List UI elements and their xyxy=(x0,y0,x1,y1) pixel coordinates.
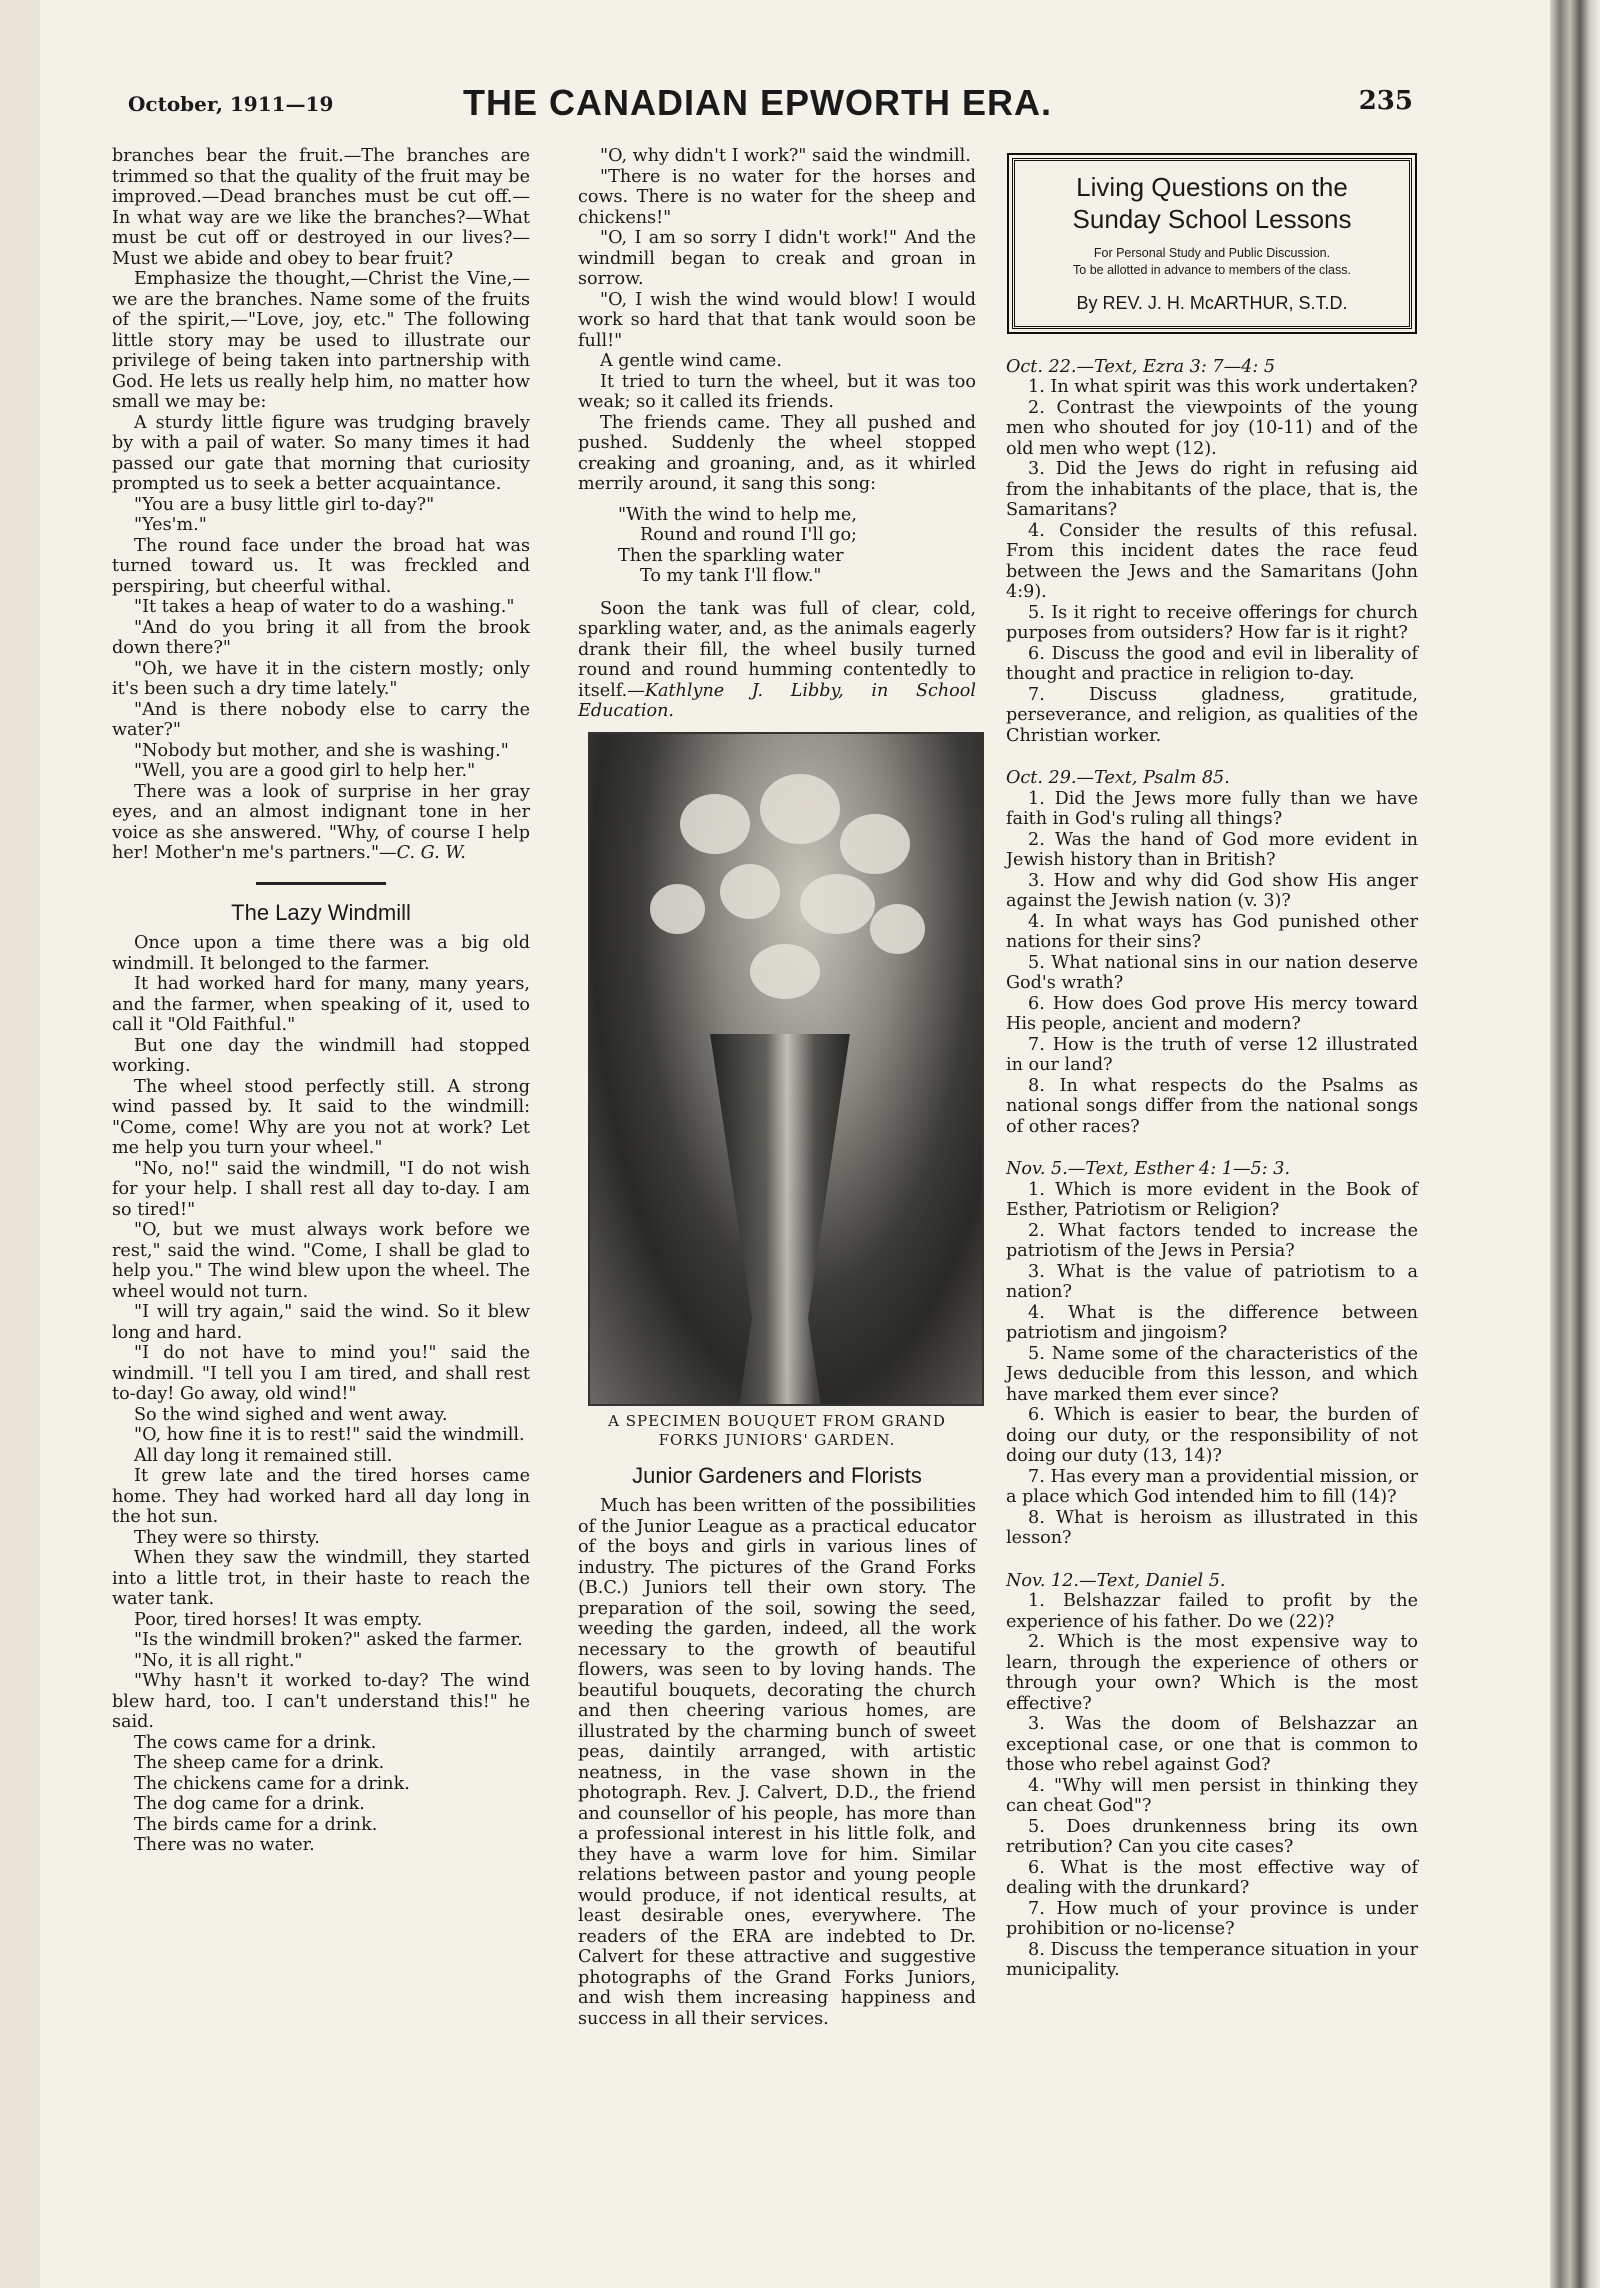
story-paragraph: The cows came for a drink. xyxy=(134,1732,377,1753)
lesson-question: 3. Was the doom of Belshazzar an exceptional case, or one that is common to those who rebel against God? xyxy=(1006,1714,1418,1775)
lesson xyxy=(1006,1159,1418,1549)
lesson-question: 6. Which is easier to bear, the burden of doing our duty, or the responsibility of not doing our duty (13, 14)? xyxy=(1006,1405,1418,1466)
paragraph: Much has been written of the possibilities of the Junior League as a practical educator of the boys and girls in various lines of industry. The pictures of the Grand Forks (B.C.) Juniors tell their own story. The preparation of the soil, sowing the seed, weeding the garden, indeed, all the work necessary to the growth of beautiful flowers, was seen to by loving hands. The beautiful bouquets, decorating the church and then cheering various homes, are illustrated by the charming bunch of sweet peas, daintily arranged, with artistic neatness, in the vase shown in the photograph. Rev. J. Calvert, D.D., the friend and counsellor of his people, has more than a professional interest in his little folk, and they have a warm love for him. Similar relations between pastor and young people would produce, if not identical results, at least desirable ones, everywhere. The readers of the ERA are indebted to Dr. Calvert for these attractive and suggestive photographs of the Grand Forks Juniors, and wish them increasing happiness and success in all their services. xyxy=(578,1496,976,2029)
paragraph: "O, why didn't I work?" said the windmill. xyxy=(600,146,971,166)
verse-line: Round and round I'll go; xyxy=(640,525,857,545)
lesson-question: 3. How and why did God show His anger against the Jewish nation (v. 3)? xyxy=(1006,870,1418,911)
lesson-heading: Oct. 29.—Text, Psalm 85. xyxy=(1006,768,1230,788)
lesson xyxy=(1006,768,1418,1137)
paragraph: "And do you bring it all from the brook down there?" xyxy=(112,617,530,658)
lesson-question: 2. Which is the most expensive way to learn, through the experience of others or through your own? Which is the most effective? xyxy=(1006,1632,1418,1714)
paragraph: Emphasize the thought,—Christ the Vine,—we are the branches. Name some of the fruits of the spirit,—"Love, joy, etc." The following little story may be used to illustrate our privilege of being taken into partnership with God. He lets us really help him, no matter how small we may be: xyxy=(112,269,530,412)
paragraph xyxy=(578,599,976,722)
story-paragraph: The wheel stood perfectly still. A strong wind passed by. It said to the windmill: "Come, come! Why are you not at work? Let me help you turn your wheel." xyxy=(112,1076,530,1158)
lesson-question: 7. Discuss gladness, gratitude, perseverance, and religion, as qualities of the Christian worker. xyxy=(1006,684,1418,746)
lesson-question: 4. In what ways has God punished other nations for their sins? xyxy=(1006,911,1418,952)
lesson-question: 1. Which is more evident in the Book of Esther, Patriotism or Religion? xyxy=(1006,1179,1418,1220)
lesson-question: 2. What factors tended to increase the patriotism of the Jews in Persia? xyxy=(1006,1220,1418,1261)
box-title-line: Living Questions on the xyxy=(1076,172,1348,202)
paragraph: "O, I wish the wind would blow! I would work so hard that that tank would soon be full!" xyxy=(578,289,976,351)
lesson-question: 1. In what spirit was this work undertaken? xyxy=(1028,377,1418,397)
story-paragraph: "I do not have to mind you!" said the windmill. "I tell you I am tired, and shall rest to-day! Go away, old wind!" xyxy=(112,1343,530,1404)
paragraph: The round face under the broad hat was turned toward us. It was freckled and perspiring, but cheerful withal. xyxy=(112,535,530,597)
story-paragraph: "Is the windmill broken?" asked the farmer. xyxy=(134,1630,523,1650)
lesson-question: 2. Contrast the viewpoints of the young men who shouted for joy (10-11) and of the old men who wept (12). xyxy=(1006,397,1418,459)
paragraph: "There is no water for the horses and cows. There is no water for the sheep and chickens!" xyxy=(578,166,976,228)
lesson-question: 5. What national sins in our nation deserve God's wrath? xyxy=(1006,952,1418,993)
author-credit: C. G. W. xyxy=(396,843,466,863)
story-paragraph: "Why hasn't it worked to-day? The wind blew hard, too. I can't understand this!" he said. xyxy=(112,1671,530,1732)
left-page-edge xyxy=(0,0,40,2288)
box-author: By REV. J. H. McARTHUR, S.T.D. xyxy=(1076,293,1348,313)
story-paragraph: The sheep came for a drink. xyxy=(134,1753,385,1773)
verse-line: "With the wind to help me, xyxy=(618,504,857,525)
lesson-question: 4. "Why will men persist in thinking they can cheat God"? xyxy=(1006,1775,1418,1816)
binding-edge xyxy=(1550,0,1600,2288)
article-title: Junior Gardeners and Florists xyxy=(632,1462,922,1488)
story-paragraph: The chickens came for a drink. xyxy=(134,1773,410,1794)
page-number: 235 xyxy=(1358,86,1413,116)
lesson-question: 5. Does drunkenness bring its own retribution? Can you cite cases? xyxy=(1006,1816,1418,1857)
paragraph: A gentle wind came. xyxy=(600,351,782,371)
story-paragraph: "I will try again," said the wind. So it blew long and hard. xyxy=(112,1302,530,1343)
lesson-question: 4. Consider the results of this refusal. From this incident dates the race feud between the Jews and the Samaritans (John 4:9). xyxy=(1006,520,1418,602)
story-paragraph: There was no water. xyxy=(134,1835,315,1855)
lesson-question: 4. What is the difference between patriotism and jingoism? xyxy=(1006,1302,1418,1343)
lesson-question: 5. Is it right to receive offerings for church purposes from outsiders? How far is it right? xyxy=(1006,602,1418,643)
publication-title: THE CANADIAN EPWORTH ERA. xyxy=(463,82,1052,123)
story-paragraph: Poor, tired horses! It was empty. xyxy=(134,1609,423,1630)
lesson-series-box xyxy=(1012,158,1412,329)
paragraph: "Oh, we have it in the cistern mostly; only it's been such a dry time lately." xyxy=(112,658,530,699)
paragraph: "It takes a heap of water to do a washing." xyxy=(134,597,515,617)
paragraph: "Well, you are a good girl to help her." xyxy=(134,761,476,781)
photo-caption: A SPECIMEN BOUQUET FROM GRAND FORKS JUNIORS' GARDEN. xyxy=(608,1411,946,1449)
story-paragraph: It grew late and the tired horses came home. They had worked hard all day long in the hot sun. xyxy=(112,1466,530,1527)
lesson xyxy=(1006,1571,1418,1981)
lesson-heading: Oct. 22.—Text, Ezra 3: 7—4: 5 xyxy=(1006,356,1276,377)
lesson-list xyxy=(1006,357,1418,1981)
section-divider xyxy=(256,882,386,885)
lesson-question: 2. Was the hand of God more evident in Jewish history than in British? xyxy=(1006,829,1418,870)
paragraph: "And is there nobody else to carry the water?" xyxy=(112,699,530,740)
paragraph: "Nobody but mother, and she is washing." xyxy=(134,740,509,761)
story-paragraph: They were so thirsty. xyxy=(134,1527,320,1548)
lesson-question: 7. How is the truth of verse 12 illustrated in our land? xyxy=(1006,1034,1418,1075)
lesson-question: 7. Has every man a providential mission, or a place which God intended him to fill (14)? xyxy=(1006,1466,1418,1507)
lesson-question: 3. Did the Jews do right in refusing aid from the inhabitants of the place, that is, the Samaritans? xyxy=(1006,459,1418,520)
verse-line: To my tank I'll flow." xyxy=(640,566,822,586)
story-paragraph: "O, how fine it is to rest!" said the windmill. xyxy=(134,1425,525,1445)
story-paragraph: When they saw the windmill, they started into a little trot, in their haste to reach the water tank. xyxy=(112,1548,530,1609)
story-title: The Lazy Windmill xyxy=(231,899,411,925)
lesson-question: 8. Discuss the temperance situation in your municipality. xyxy=(1006,1939,1418,1980)
story-body xyxy=(112,933,530,1856)
lesson-question: 6. Discuss the good and evil in liberality of thought and practice in religion to-day. xyxy=(1006,643,1418,684)
paragraph: "O, I am so sorry I didn't work!" And the windmill began to creak and groan in sorrow. xyxy=(578,228,976,289)
lesson-question: 1. Belshazzar failed to profit by the experience of his father. Do we (22)? xyxy=(1006,1591,1418,1632)
column-3 xyxy=(1006,146,1418,2003)
story-paragraph: It had worked hard for many, many years, and the farmer, when speaking of it, used to call it "Old Faithful." xyxy=(112,974,530,1035)
paragraph: A sturdy little figure was trudging bravely by with a pail of water. So many times it had passed our gate that morning that curiosity prompted us to seek a better acquaintance. xyxy=(112,412,530,494)
lesson-question: 5. Name some of the characteristics of the Jews deducible from this lesson, and which have marked them ever since? xyxy=(1006,1343,1418,1405)
paragraph-text: Soon the tank was full of clear, cold, sparkling water, and, as the animals eagerly drank their fill, the wheel busily turned round and round humming contentedly to itself.— xyxy=(578,598,976,701)
page-header xyxy=(128,82,1413,130)
box-title-line: Sunday School Lessons xyxy=(1072,204,1352,234)
paragraph: The friends came. They all pushed and pushed. Suddenly the wheel stopped creaking and groaning, and, as it whirled merrily around, it sang this song: xyxy=(578,412,976,494)
box-subtitle: For Personal Study and Public Discussion. xyxy=(1093,246,1331,260)
lesson-question: 6. What is the most effective way of dealing with the drunkard? xyxy=(1006,1857,1418,1898)
story-paragraph: All day long it remained still. xyxy=(134,1445,393,1466)
lesson-question: 6. How does God prove His mercy toward His people, ancient and modern? xyxy=(1006,993,1418,1034)
lesson-heading: Nov. 5.—Text, Esther 4: 1—5: 3. xyxy=(1006,1159,1291,1179)
box-subtitle: To be allotted in advance to members of the class. xyxy=(1073,263,1351,277)
story-paragraph: "O, but we must always work before we rest," said the wind. "Come, I shall be glad to help you." The wind blew upon the wheel. The wheel would not turn. xyxy=(112,1220,530,1302)
paragraph: "You are a busy little girl to-day?" xyxy=(134,494,435,515)
paragraph: It tried to turn the wheel, but it was too weak; so it called its friends. xyxy=(578,371,976,412)
lesson-question: 1. Did the Jews more fully than we have faith in God's ruling all things? xyxy=(1006,788,1418,829)
story-paragraph: "No, no!" said the windmill, "I do not wish for your help. I shall rest all day to-day. I am so tired!" xyxy=(112,1158,530,1220)
song-verse xyxy=(618,505,976,587)
paragraph: branches bear the fruit.—The branches are trimmed so that the quality of the fruit may be improved.—Dead branches must be cut off.—In what way are we like the branches?—What must be cut off or destroyed in our lives?—Must we abide and obey to bear fruit? xyxy=(112,146,530,269)
column-1 xyxy=(112,146,530,1856)
author-credit: Kathlyne J. Libby, in School Education. xyxy=(578,680,976,721)
lesson-heading: Nov. 12.—Text, Daniel 5. xyxy=(1006,1570,1226,1591)
story-paragraph: "No, it is all right." xyxy=(134,1650,303,1671)
story-paragraph: But one day the windmill had stopped working. xyxy=(112,1035,530,1076)
paragraph: "Yes'm." xyxy=(134,515,207,535)
story-paragraph: The birds came for a drink. xyxy=(134,1814,378,1835)
story-paragraph: The dog came for a drink. xyxy=(134,1794,365,1814)
paragraph xyxy=(112,782,530,864)
story-paragraph: Once upon a time there was a big old windmill. It belonged to the farmer. xyxy=(112,933,530,974)
lesson xyxy=(1006,357,1418,747)
lesson-question: 3. What is the value of patriotism to a nation? xyxy=(1006,1261,1418,1302)
lesson-question: 8. What is heroism as illustrated in this lesson? xyxy=(1006,1507,1418,1548)
story-paragraph: So the wind sighed and went away. xyxy=(134,1404,448,1425)
issue-date: October, 1911—19 xyxy=(128,92,334,116)
column-2 xyxy=(578,146,976,2029)
paragraph-text: There was a look of surprise in her gray eyes, and an almost indignant tone in her voice as she answered. "Why, of course I help her! Mother'n me's partners."— xyxy=(112,781,530,863)
lesson-question: 7. How much of your province is under prohibition or no-license? xyxy=(1006,1898,1418,1939)
verse-line: Then the sparkling water xyxy=(618,545,844,566)
lesson-question: 8. In what respects do the Psalms as national songs differ from the national songs of other races? xyxy=(1006,1075,1418,1137)
bouquet-photo xyxy=(588,732,984,1406)
